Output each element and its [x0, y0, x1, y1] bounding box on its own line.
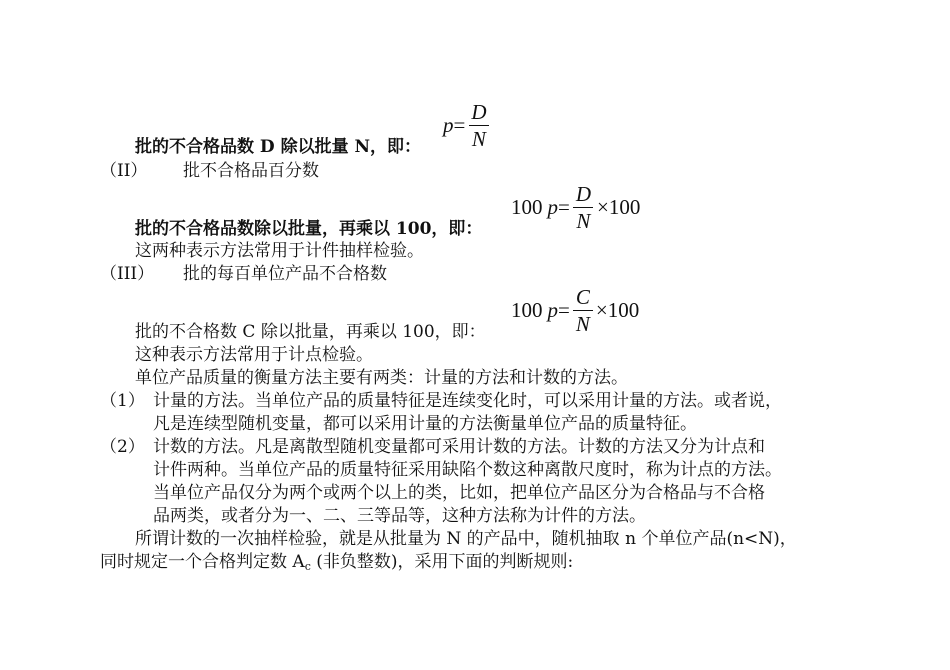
formula-times: ×: [597, 195, 609, 219]
formula-lhs: p: [547, 298, 558, 322]
line6-and: 和: [509, 368, 526, 388]
term-measurement-method: 计量的方法: [424, 368, 509, 388]
section-ii-title: 批不合格品百分数: [183, 161, 319, 181]
formula-eq: =: [558, 195, 570, 219]
text-line-6: [135, 367, 628, 389]
para2-subscript: c: [304, 560, 311, 573]
formula-denominator: N: [573, 310, 593, 336]
formula-fraction: [468, 100, 489, 151]
formula-fraction: [573, 285, 593, 336]
formula-numerator: C: [575, 285, 590, 309]
paragraph-line-2: [100, 551, 573, 578]
formula-coef: 100: [511, 298, 543, 322]
item-1-cont: 凡是连续型随机变量，都可以采用计量的方法衡量单位产品的质量特征。: [153, 414, 697, 434]
formula-denominator: N: [573, 207, 593, 233]
formula-p-equals-d-over-n: [443, 100, 493, 151]
text-line-3: 这两种表示方法常用于计件抽样检验。: [135, 241, 424, 261]
item-1-label: （1）: [100, 391, 145, 411]
para2-post: (非负整数)，采用下面的判断规则:: [310, 552, 574, 572]
formula-fraction: [573, 182, 594, 233]
item-1-line: [153, 390, 782, 412]
item-1-head: 计量的方法: [153, 391, 238, 411]
formula-lhs: p: [443, 113, 454, 137]
text-line-5: 这种表示方法常用于计点检验。: [135, 345, 373, 365]
formula-times: ×: [595, 298, 608, 322]
item-2-label: （2）: [100, 437, 145, 457]
term-counting-method: 计数的方法: [526, 368, 611, 388]
formula-mult: 100: [607, 298, 640, 322]
item-2-dot: 。: [238, 437, 255, 457]
formula-mult: 100: [608, 195, 641, 219]
section-ii-label: （II）: [100, 161, 148, 181]
text-line-2: 批的不合格品数除以批量，再乘以 100，即：: [135, 219, 483, 239]
paragraph-line-1: 所谓计数的一次抽样检验，就是从批量为 N 的产品中，随机抽取 n 个单位产品(n<N)，: [135, 529, 797, 549]
para2-prefix: 同时规定一个合格判定数 A: [100, 552, 305, 572]
item-2-cont-2: 当单位产品仅分为两个或两个以上的类，比如，把单位产品区分为合格品与不合格: [153, 483, 765, 503]
formula-numerator: D: [575, 182, 592, 206]
formula-eq: =: [558, 298, 570, 322]
formula-numerator: D: [471, 100, 487, 124]
section-iii-label: （III）: [100, 264, 155, 284]
item-2-head: 计数的方法: [153, 437, 238, 457]
section-iii-title: 批的每百单位产品不合格数: [183, 264, 387, 284]
formula-coef: 100: [511, 195, 543, 219]
formula-100p-c-over-n: [511, 285, 639, 336]
item-2-cont-1: 计件两种。当单位产品的质量特征采用缺陷个数这种离散尺度时，称为计点的方法。: [153, 460, 782, 480]
item-2-line: [153, 436, 765, 458]
item-1-rest: 当单位产品的质量特征是连续变化时，可以采用计量的方法。或者说，: [255, 391, 782, 411]
item-1-dot: 。: [238, 391, 255, 411]
text-line-1: 批的不合格品数 D 除以批量 N，即：: [135, 137, 422, 157]
item-2-cont-3: 品两类，或者分为一、二、三等品等，这种方法称为计件的方法。: [153, 506, 646, 526]
text-line-4: 批的不合格数 C 除以批量，再乘以 100，即：: [135, 322, 486, 342]
formula-eq: =: [453, 113, 466, 137]
formula-100p-d-over-n: [511, 182, 640, 233]
line6-end: 。: [611, 368, 628, 388]
item-2-rest: 凡是离散型随机变量都可采用计数的方法。计数的方法又分为计点和: [255, 437, 765, 457]
line6-prefix: 单位产品质量的衡量方法主要有两类：: [135, 368, 424, 388]
formula-denominator: N: [469, 125, 489, 151]
formula-lhs: p: [547, 195, 558, 219]
